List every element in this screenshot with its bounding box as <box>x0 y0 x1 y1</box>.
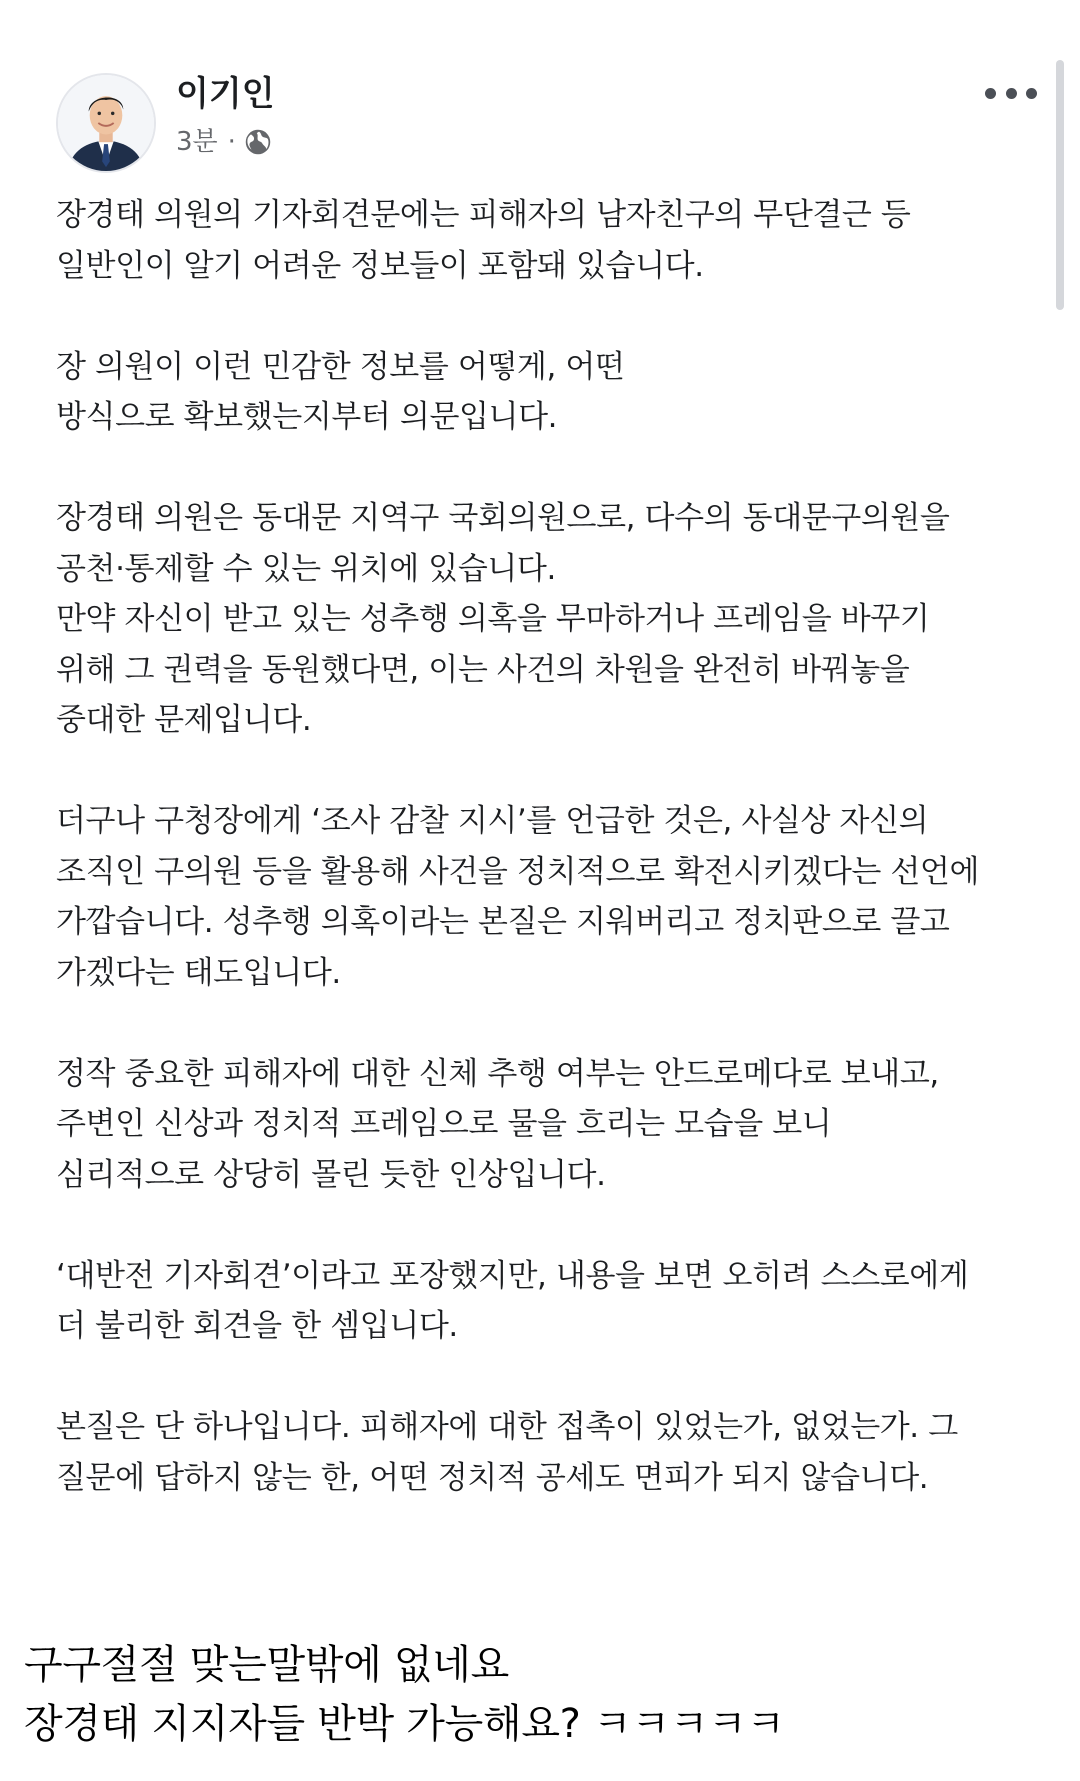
post-text-line: 심리적으로 상당히 몰린 듯한 인상입니다. <box>56 1156 606 1193</box>
meta-separator: · <box>227 127 236 157</box>
post-paragraph <box>56 190 1056 291</box>
post-text-line: 방식으로 확보했는지부터 의문입니다. <box>56 399 558 435</box>
caption-line: 장경태 지지자들 반박 가능해요? ㅋㅋㅋㅋㅋ <box>24 1701 785 1747</box>
globe-icon[interactable] <box>244 128 272 156</box>
post-paragraph <box>56 493 1056 746</box>
post-text-line: 장 의원이 이런 민감한 정보를 어떻게, 어떤 <box>56 348 625 385</box>
author-name[interactable]: 이기인 <box>176 74 275 114</box>
post-text-line: 주변인 신상과 정치적 프레임으로 물을 흐리는 모습을 보니 <box>56 1106 832 1142</box>
post-text-line: 가깝습니다. 성추행 의혹이라는 본질은 지워버리고 정치판으로 끌고 <box>56 904 950 940</box>
post-text-line: 장경태 의원은 동대문 지역구 국회의원으로, 다수의 동대문구의원을 <box>56 500 950 536</box>
post-paragraph <box>56 342 1056 443</box>
post-text-line: 더 불리한 회견을 한 셈입니다. <box>56 1308 458 1344</box>
more-dot <box>1006 88 1017 99</box>
user-caption <box>24 1636 1064 1754</box>
post-meta <box>176 124 272 160</box>
post-text-line: ‘대반전 기자회견’이라고 포장했지만, 내용을 보면 오히려 스스로에게 <box>56 1257 969 1294</box>
post-text-line: 본질은 단 하나입니다. 피해자에 대한 접촉이 있었는가, 없었는가. 그 <box>56 1409 958 1445</box>
caption-line: 구구절절 맞는말밖에 없네요 <box>24 1642 509 1688</box>
post-text-line: 일반인이 알기 어려운 정보들이 포함돼 있습니다. <box>56 247 704 284</box>
post-text-line: 가겠다는 태도입니다. <box>56 954 341 991</box>
post-text <box>56 190 1056 1503</box>
post-paragraph <box>56 1251 1056 1352</box>
post-text-line: 공천·통제할 수 있는 위치에 있습니다. <box>56 550 556 587</box>
post-text-line: 장경태 의원의 기자회견문에는 피해자의 남자친구의 무단결근 등 <box>56 197 911 233</box>
scrollbar[interactable] <box>1056 60 1064 310</box>
post-text-line: 질문에 답하지 않는 한, 어떤 정치적 공세도 면피가 되지 않습니다. <box>56 1459 929 1496</box>
post-text-line: 만약 자신이 받고 있는 성추행 의혹을 무마하거나 프레임을 바꾸기 <box>56 601 930 637</box>
post-text-line: 조직인 구의원 등을 활용해 사건을 정치적으로 확전시키겠다는 선언에 <box>56 853 980 890</box>
profile-photo <box>58 75 154 171</box>
post-paragraph <box>56 796 1056 998</box>
more-dot <box>1026 88 1037 99</box>
post-paragraph <box>56 1402 1056 1503</box>
post-text-line: 위해 그 권력을 동원했다면, 이는 사건의 차원을 완전히 바꿔놓을 <box>56 651 910 688</box>
post-time[interactable]: 3분 <box>176 127 218 157</box>
post-paragraph <box>56 1049 1056 1201</box>
post-text-line: 정작 중요한 피해자에 대한 신체 추행 여부는 안드로메다로 보내고, <box>56 1055 939 1092</box>
more-dot <box>985 88 996 99</box>
more-horizontal-icon[interactable] <box>985 78 1037 108</box>
post-text-line: 중대한 문제입니다. <box>56 702 312 738</box>
post-text-line: 더구나 구청장에게 ‘조사 감찰 지시’를 언급한 것은, 사실상 자신의 <box>56 803 929 839</box>
author-avatar[interactable] <box>56 73 156 173</box>
